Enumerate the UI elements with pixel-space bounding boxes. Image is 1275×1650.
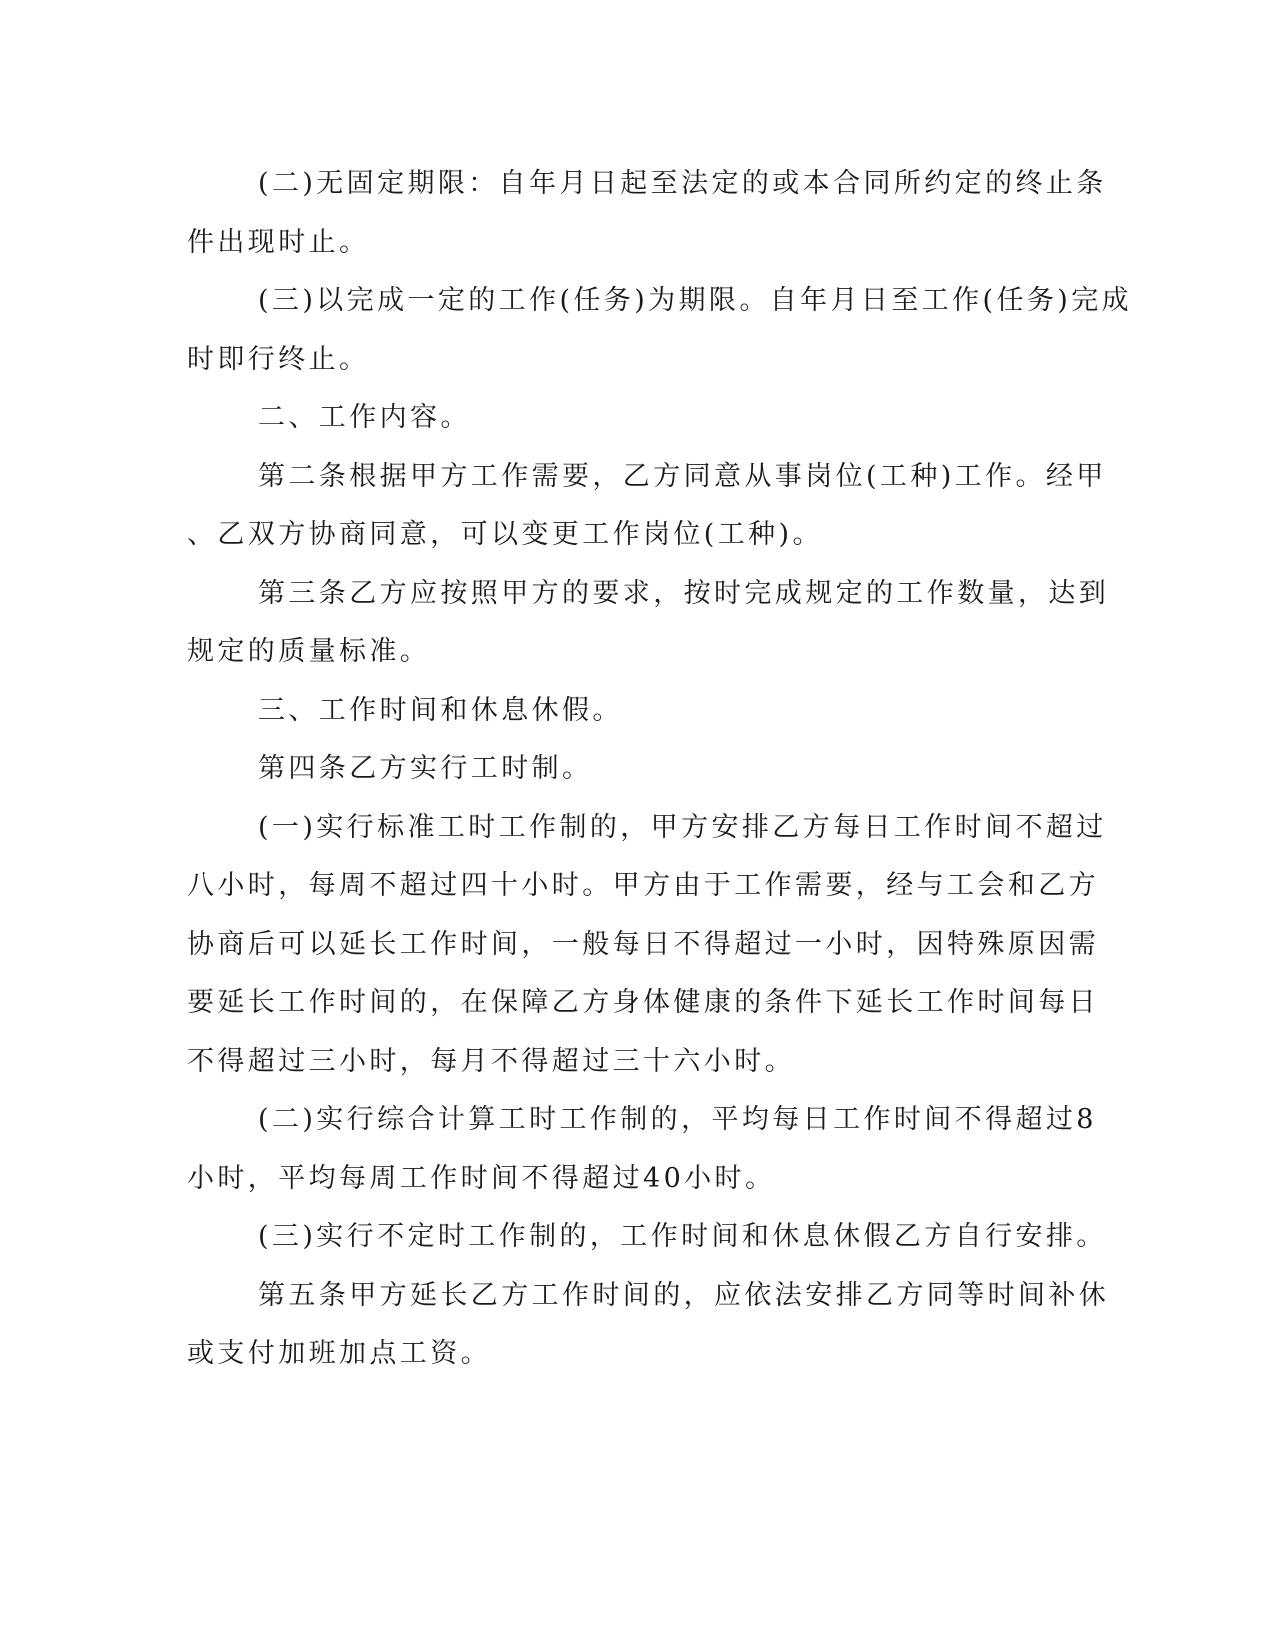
text-line: 小时，平均每周工作时间不得超过40小时。	[187, 1163, 776, 1194]
section-heading: 二、工作内容。	[258, 402, 471, 433]
text-line: 规定的质量标准。	[187, 636, 431, 667]
text-line: 第三条乙方应按照甲方的要求，按时完成规定的工作数量，达到	[258, 578, 1110, 609]
text-line: 第五条甲方延长乙方工作时间的，应依法安排乙方同等时间补休	[258, 1280, 1110, 1311]
text-line: (一)实行标准工时工作制的，甲方安排乙方每日工作时间不超过	[258, 812, 1107, 843]
text-line: 要延长工作时间的，在保障乙方身体健康的条件下延长工作时间每日	[187, 987, 1099, 1018]
section-heading: 三、工作时间和休息休假。	[258, 695, 623, 726]
text-line: 协商后可以延长工作时间，一般每日不得超过一小时，因特殊原因需	[187, 929, 1099, 960]
text-line: 第四条乙方实行工时制。	[258, 753, 593, 784]
text-line: 件出现时止。	[187, 227, 370, 258]
text-line: (二)无固定期限：自年月日起至法定的或本合同所约定的终止条	[258, 168, 1107, 199]
text-line: 时即行终止。	[187, 344, 370, 375]
text-line: (三)以完成一定的工作(任务)为期限。自年月日至工作(任务)完成	[258, 285, 1133, 316]
text-line: 不得超过三小时，每月不得超过三十六小时。	[187, 1046, 795, 1077]
text-line: (二)实行综合计算工时工作制的，平均每日工作时间不得超过8	[258, 1104, 1097, 1135]
text-line: 八小时，每周不超过四十小时。甲方由于工作需要，经与工会和乙方	[187, 870, 1099, 901]
text-line: 或支付加班加点工资。	[187, 1338, 491, 1369]
text-line: (三)实行不定时工作制的，工作时间和休息休假乙方自行安排。	[258, 1221, 1107, 1252]
text-line: 第二条根据甲方工作需要，乙方同意从事岗位(工种)工作。经甲	[258, 461, 1107, 492]
text-line: 、乙双方协商同意，可以变更工作岗位(工种)。	[187, 519, 823, 550]
